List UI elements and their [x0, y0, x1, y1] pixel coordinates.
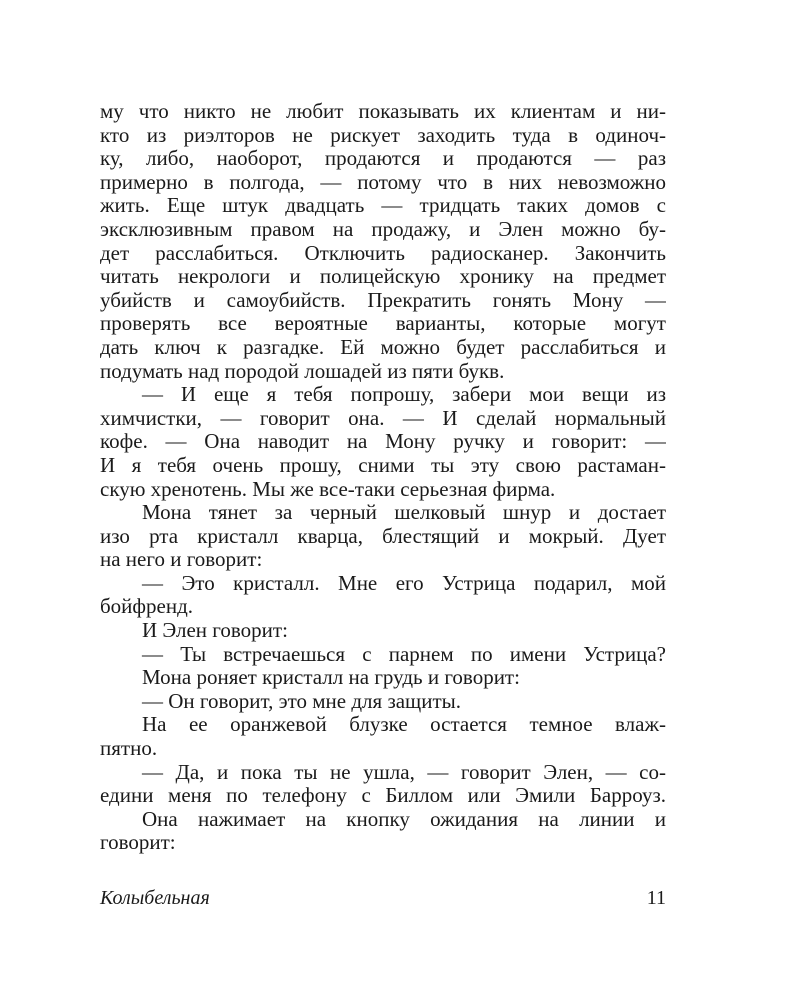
text-line: И Элен говорит: — [142, 619, 288, 643]
text-line: эксклюзивным правом на продажу, и Элен можно бу- — [100, 217, 666, 241]
page-footer — [100, 884, 666, 912]
text-line: жить. Еще штук двадцать — тридцать таких домов с — [100, 194, 666, 218]
text-line: читать некрологи и полицейскую хронику на предмет — [100, 265, 666, 289]
text-line: едини меня по телефону с Биллом или Эмили Барроуз. — [100, 784, 666, 808]
text-line: примерно в полгода, — потому что в них невозможно — [100, 170, 666, 194]
text-line: убийств и самоубийств. Прекратить гонять Мону — — [100, 288, 666, 312]
page-text — [100, 100, 666, 855]
text-line: На ее оранжевой блузке остается темное влаж- — [142, 713, 666, 737]
text-line: скую хренотень. Мы же все-таки серьезная фирма. — [100, 477, 556, 501]
text-line: кофе. — Она наводит на Мону ручку и говорит: — — [100, 430, 666, 454]
text-line: ку, либо, наоборот, продаются и продаются — раз — [100, 147, 666, 171]
text-line: му что никто не любит показывать их клиентам и ни- — [100, 100, 666, 123]
text-line: пятно. — [100, 737, 158, 761]
text-line: Мона роняет кристалл на грудь и говорит: — [142, 666, 520, 690]
text-line: подумать над породой лошадей из пяти букв. — [100, 359, 505, 383]
text-line: изо рта кристалл кварца, блестящий и мокрый. Дует — [100, 524, 666, 548]
text-line: Она нажимает на кнопку ожидания на линии и — [142, 807, 666, 831]
text-line: Мона тянет за черный шелковый шнур и достает — [142, 501, 666, 525]
text-line: — Он говорит, это мне для защиты. — [142, 689, 461, 713]
text-line: — Это кристалл. Мне его Устрица подарил, мой — [142, 571, 666, 595]
text-line: — Да, и пока ты не ушла, — говорит Элен, — со- — [142, 760, 666, 784]
text-line: химчистки, — говорит она. — И сделай нормальный — [100, 406, 666, 430]
text-line: дать ключ к разгадке. Ей можно будет расслабиться и — [100, 335, 666, 359]
text-line: на него и говорит: — [100, 548, 263, 572]
text-line: — Ты встречаешься с парнем по имени Устрица? — [142, 642, 666, 666]
page-number: 11 — [646, 887, 666, 909]
text-line: проверять все вероятные варианты, которые могут — [100, 312, 666, 336]
text-line: И я тебя очень прошу, сними ты эту свою растаман- — [100, 453, 666, 477]
text-line: кто из риэлторов не рискует заходить туда в одиноч- — [100, 123, 666, 147]
text-line: дет расслабиться. Отключить радиосканер. Закончить — [100, 241, 666, 265]
text-line: — И еще я тебя попрошу, забери мои вещи из — [142, 383, 666, 407]
text-line: говорит: — [100, 831, 176, 855]
text-line: бойфренд. — [100, 595, 194, 619]
book-title: Колыбельная — [100, 887, 210, 909]
